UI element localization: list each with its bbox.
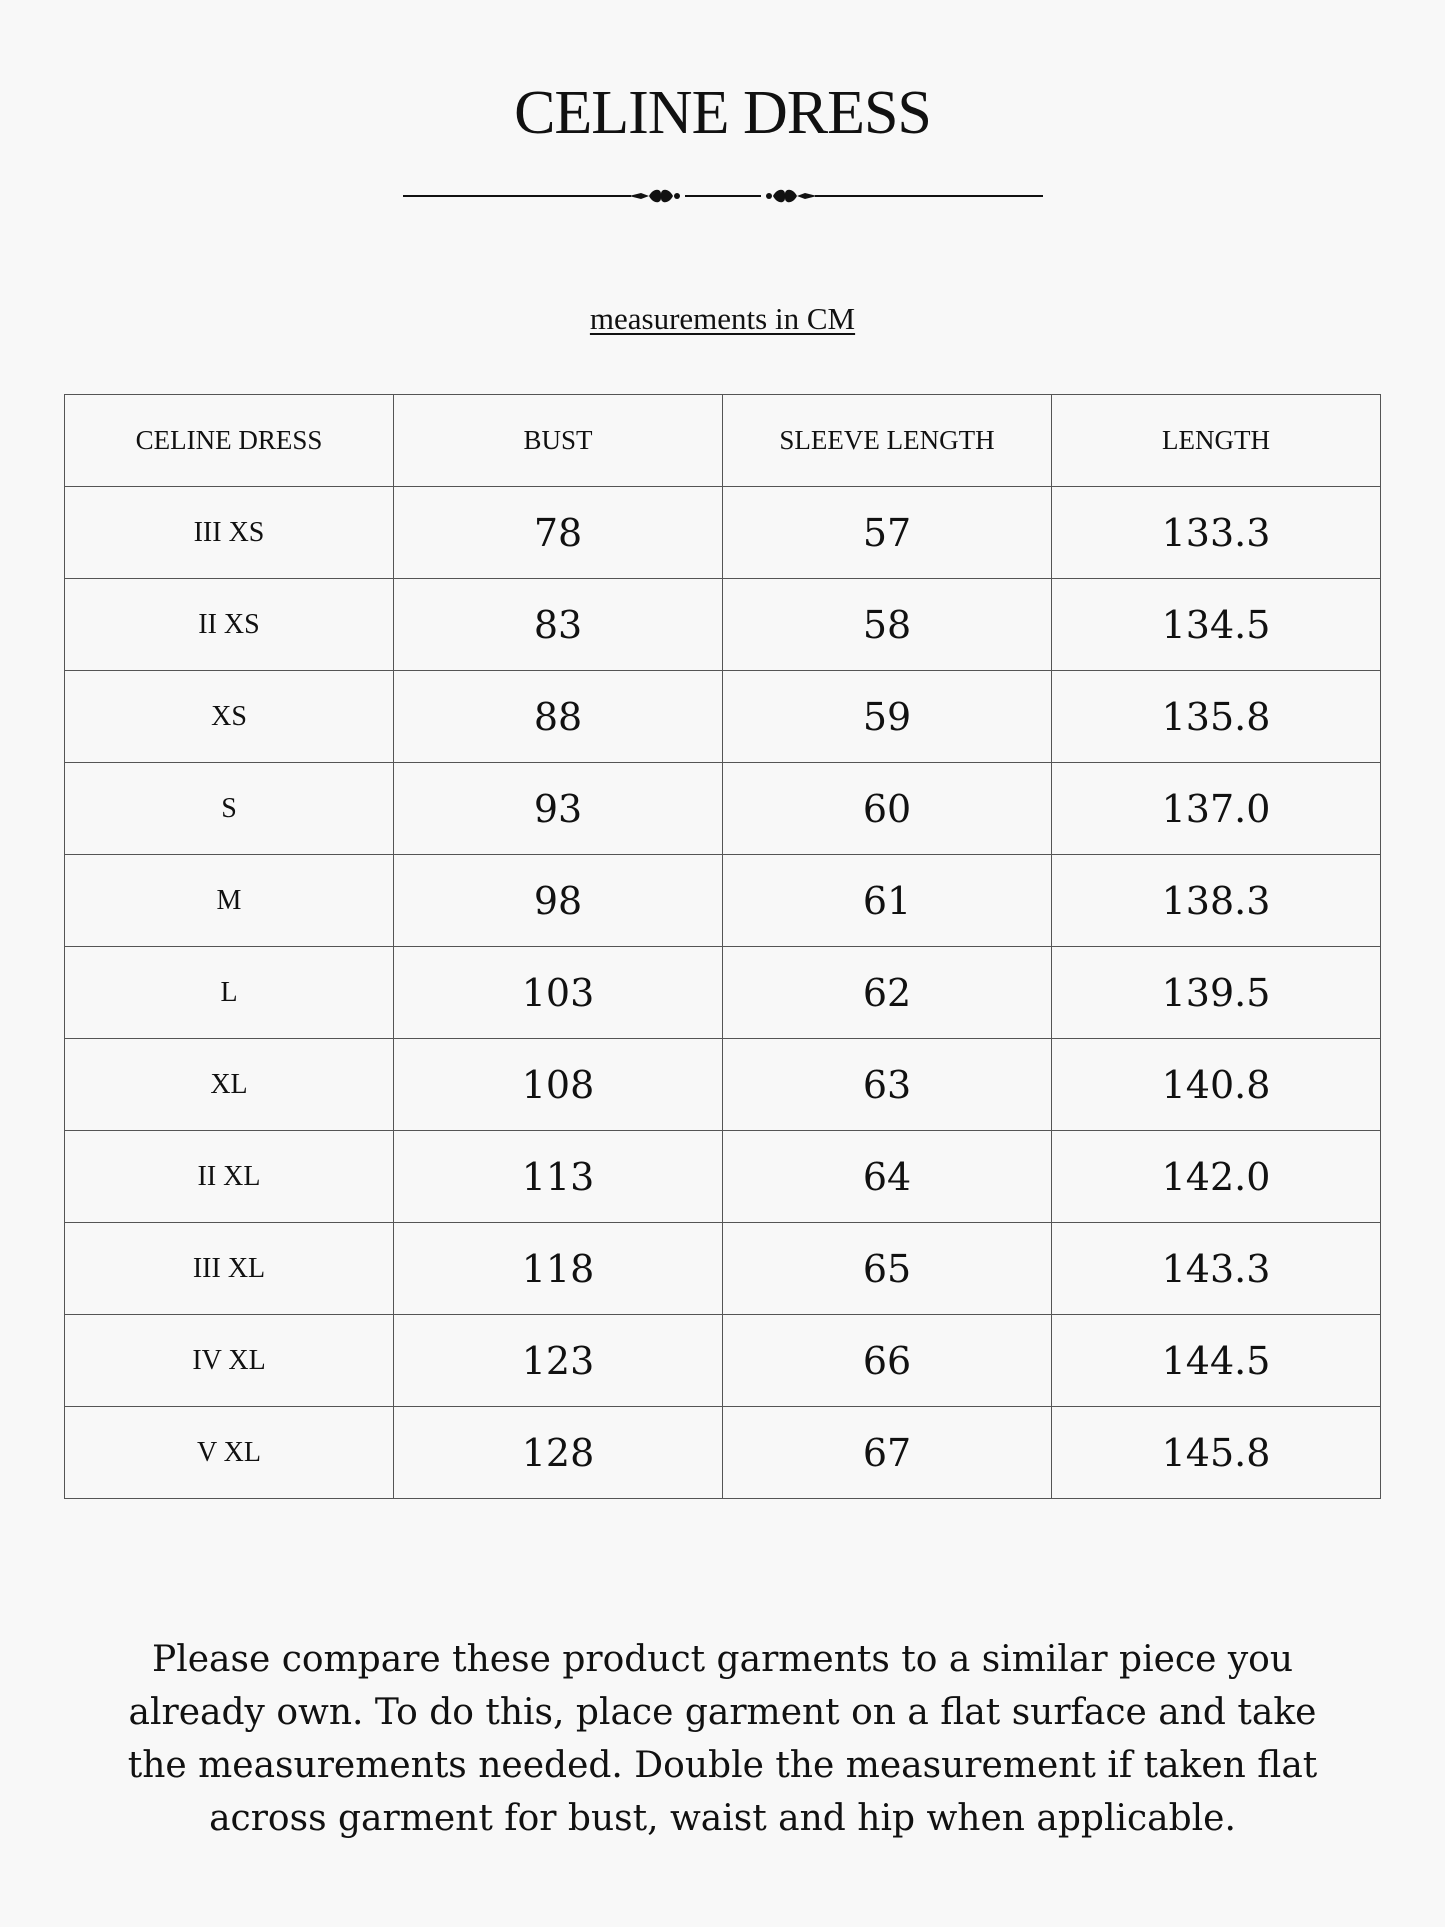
table-row xyxy=(65,855,1381,947)
bust-cell: 83 xyxy=(394,579,723,671)
table-row xyxy=(65,947,1381,1039)
bust-cell: 93 xyxy=(394,763,723,855)
sleeve-length-cell: 61 xyxy=(723,855,1052,947)
length-cell: 133.3 xyxy=(1052,487,1381,579)
bust-cell: 78 xyxy=(394,487,723,579)
bust-cell: 113 xyxy=(394,1131,723,1223)
length-cell: 140.8 xyxy=(1052,1039,1381,1131)
sleeve-length-cell: 63 xyxy=(723,1039,1052,1131)
table-row xyxy=(65,579,1381,671)
size-cell: XS xyxy=(65,671,394,763)
bust-cell: 118 xyxy=(394,1223,723,1315)
table-row xyxy=(65,763,1381,855)
column-header-size: CELINE DRESS xyxy=(65,395,394,487)
size-cell: S xyxy=(65,763,394,855)
table-row xyxy=(65,671,1381,763)
sleeve-length-cell: 60 xyxy=(723,763,1052,855)
page-title: CELINE DRESS xyxy=(514,79,931,147)
column-header-length: LENGTH xyxy=(1052,395,1381,487)
size-cell: II XS xyxy=(65,579,394,671)
column-header-sleeve-length: SLEEVE LENGTH xyxy=(723,395,1052,487)
table-row xyxy=(65,487,1381,579)
table-row xyxy=(65,1131,1381,1223)
length-cell: 139.5 xyxy=(1052,947,1381,1039)
sleeve-length-cell: 58 xyxy=(723,579,1052,671)
sleeve-length-cell: 57 xyxy=(723,487,1052,579)
size-cell: III XL xyxy=(65,1223,394,1315)
bust-cell: 88 xyxy=(394,671,723,763)
length-cell: 142.0 xyxy=(1052,1131,1381,1223)
table-row xyxy=(65,1039,1381,1131)
size-cell: M xyxy=(65,855,394,947)
sleeve-length-cell: 65 xyxy=(723,1223,1052,1315)
size-chart-table xyxy=(64,394,1381,1499)
sleeve-length-cell: 64 xyxy=(723,1131,1052,1223)
length-cell: 145.8 xyxy=(1052,1407,1381,1499)
table-row xyxy=(65,1223,1381,1315)
size-cell: L xyxy=(65,947,394,1039)
units-subtitle: measurements in CM xyxy=(589,301,856,336)
size-cell: III XS xyxy=(65,487,394,579)
column-header-bust: BUST xyxy=(394,395,723,487)
length-cell: 138.3 xyxy=(1052,855,1381,947)
bust-cell: 108 xyxy=(394,1039,723,1131)
length-cell: 144.5 xyxy=(1052,1315,1381,1407)
size-cell: II XL xyxy=(65,1131,394,1223)
ornamental-divider-icon xyxy=(403,180,1043,212)
bust-cell: 103 xyxy=(394,947,723,1039)
bust-cell: 123 xyxy=(394,1315,723,1407)
measurement-instructions: Please compare these product garments to a similar piece you already own. To do this, place garment on a flat surface and take the measurements needed. Double the measurement if taken flat across garment for bust, waist and hip when applicable. xyxy=(127,1639,1318,1839)
length-cell: 137.0 xyxy=(1052,763,1381,855)
table-row xyxy=(65,1315,1381,1407)
bust-cell: 128 xyxy=(394,1407,723,1499)
sleeve-length-cell: 59 xyxy=(723,671,1052,763)
size-cell: XL xyxy=(65,1039,394,1131)
bust-cell: 98 xyxy=(394,855,723,947)
length-cell: 135.8 xyxy=(1052,671,1381,763)
length-cell: 143.3 xyxy=(1052,1223,1381,1315)
table-header-row xyxy=(65,395,1381,487)
table-row xyxy=(65,1407,1381,1499)
size-cell: V XL xyxy=(65,1407,394,1499)
sleeve-length-cell: 66 xyxy=(723,1315,1052,1407)
size-cell: IV XL xyxy=(65,1315,394,1407)
sleeve-length-cell: 67 xyxy=(723,1407,1052,1499)
length-cell: 134.5 xyxy=(1052,579,1381,671)
sleeve-length-cell: 62 xyxy=(723,947,1052,1039)
